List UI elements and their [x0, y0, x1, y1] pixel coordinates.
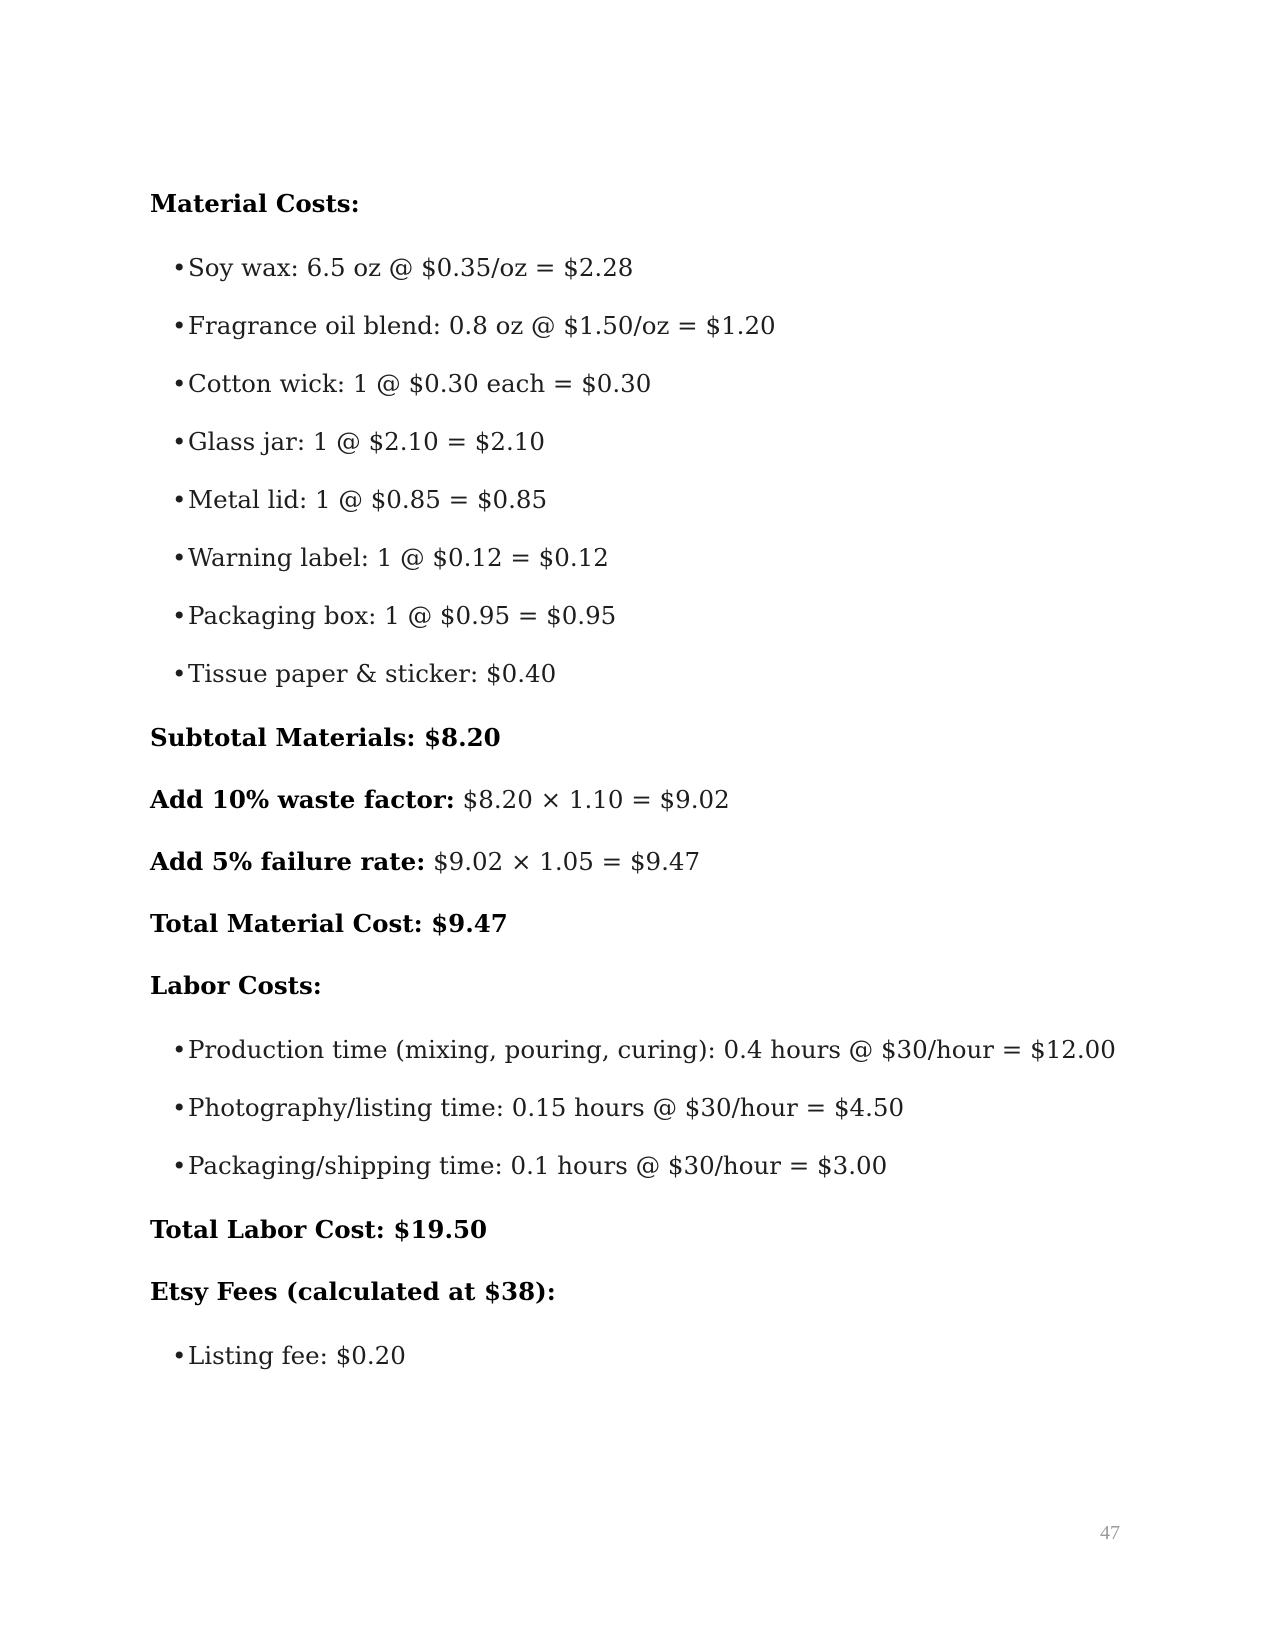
bullet-icon: •: [172, 1151, 187, 1180]
list-item: [172, 1150, 887, 1182]
material-costs-heading: Material Costs:: [150, 189, 360, 218]
list-item-text: Warning label: 1 @ $0.12 = $0.12: [188, 543, 609, 572]
list-item: [172, 252, 633, 284]
list-item-text: Listing fee: $0.20: [188, 1341, 406, 1370]
list-item-text: Photography/listing time: 0.15 hours @ $30/hour = $4.50: [188, 1093, 905, 1122]
failure-rate-value: $9.02 × 1.05 = $9.47: [433, 847, 701, 876]
page-number: 47: [1100, 1522, 1120, 1544]
waste-factor-line: [150, 784, 730, 816]
bullet-icon: •: [172, 543, 187, 572]
list-item-text: Metal lid: 1 @ $0.85 = $0.85: [188, 485, 548, 514]
list-item: [172, 426, 545, 458]
bullet-icon: •: [172, 427, 187, 456]
list-item: [172, 658, 556, 690]
list-item: [172, 600, 616, 632]
list-item-text: Packaging/shipping time: 0.1 hours @ $30/hour = $3.00: [188, 1151, 888, 1180]
waste-factor-label: Add 10% waste factor:: [150, 785, 455, 814]
failure-rate-label: Add 5% failure rate:: [150, 847, 426, 876]
list-item-text: Fragrance oil blend: 0.8 oz @ $1.50/oz = $1.20: [188, 311, 776, 340]
list-item: [172, 484, 547, 516]
bullet-icon: •: [172, 1035, 187, 1064]
bullet-icon: •: [172, 1093, 187, 1122]
list-item: [172, 368, 651, 400]
list-item: [172, 542, 609, 574]
bullet-icon: •: [172, 253, 187, 282]
list-item: [172, 1034, 1116, 1066]
failure-rate-line: [150, 846, 700, 878]
list-item-text: Cotton wick: 1 @ $0.30 each = $0.30: [188, 369, 652, 398]
bullet-icon: •: [172, 1341, 187, 1370]
bullet-icon: •: [172, 485, 187, 514]
waste-factor-value: $8.20 × 1.10 = $9.02: [462, 785, 730, 814]
subtotal-materials: Subtotal Materials: $8.20: [150, 723, 501, 752]
total-material-cost: Total Material Cost: $9.47: [150, 909, 508, 938]
list-item-text: Packaging box: 1 @ $0.95 = $0.95: [188, 601, 617, 630]
etsy-fees-heading: Etsy Fees (calculated at $38):: [150, 1277, 556, 1306]
list-item: [172, 1340, 406, 1372]
list-item-text: Glass jar: 1 @ $2.10 = $2.10: [188, 427, 545, 456]
list-item-text: Soy wax: 6.5 oz @ $0.35/oz = $2.28: [188, 253, 634, 282]
list-item: [172, 310, 776, 342]
list-item-text: Tissue paper & sticker: $0.40: [188, 659, 557, 688]
labor-costs-heading: Labor Costs:: [150, 971, 322, 1000]
bullet-icon: •: [172, 659, 187, 688]
list-item: [172, 1092, 904, 1124]
list-item-text: Production time (mixing, pouring, curing): 0.4 hours @ $30/hour = $12.00: [188, 1035, 1116, 1064]
bullet-icon: •: [172, 369, 187, 398]
bullet-icon: •: [172, 311, 187, 340]
bullet-icon: •: [172, 601, 187, 630]
total-labor-cost: Total Labor Cost: $19.50: [150, 1215, 488, 1244]
